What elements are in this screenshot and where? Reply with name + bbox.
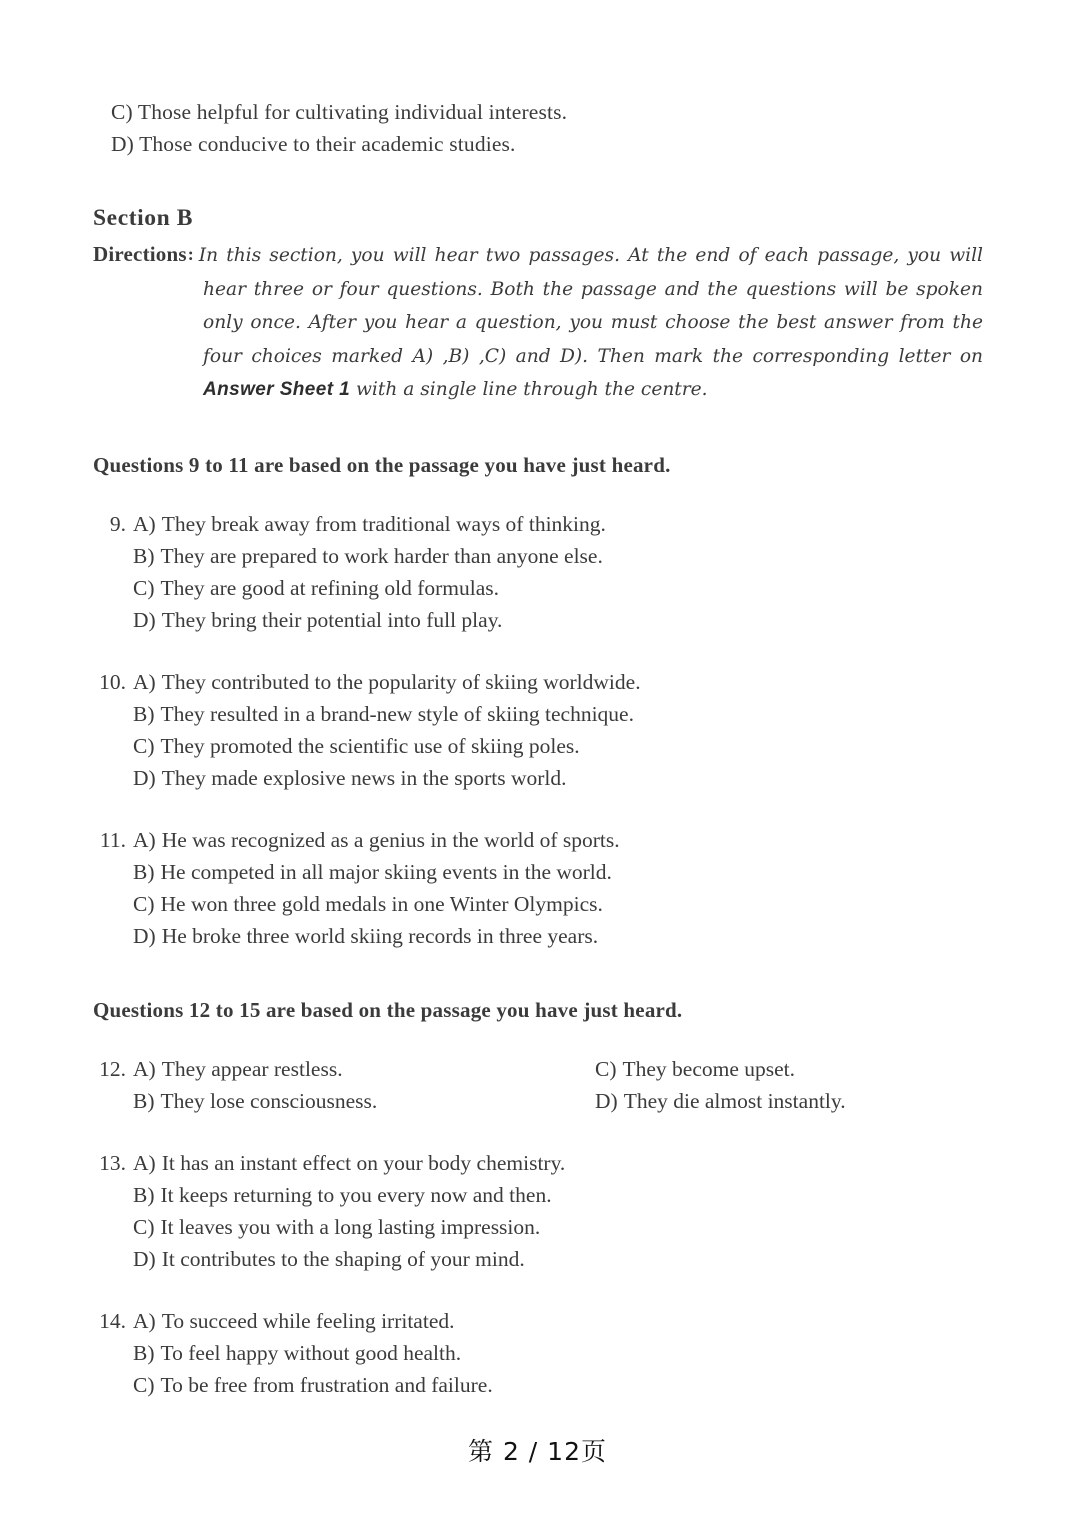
option-row[interactable] <box>93 856 983 888</box>
option-row[interactable] <box>93 1337 983 1369</box>
option-text: They made explosive news in the sports world. <box>161 765 567 790</box>
option-text: They appear restless. <box>161 1056 343 1081</box>
question-block <box>93 508 983 636</box>
option-letter: D) <box>133 765 156 790</box>
option-row[interactable] <box>93 824 983 856</box>
option-text: He competed in all major skiing events in the world. <box>160 859 612 884</box>
question-number-spacer <box>93 698 133 730</box>
question-number-spacer <box>93 1179 133 1211</box>
page-number-footer: 第 2 / 12页 <box>468 1437 607 1466</box>
option-letter: A) <box>133 827 156 852</box>
question-number-spacer <box>93 1337 133 1369</box>
option-letter: C) <box>133 733 155 758</box>
question-number-spacer <box>93 856 133 888</box>
option-text: They are prepared to work harder than anyone else. <box>160 543 603 568</box>
section-heading: Section B <box>93 205 194 231</box>
option-row[interactable] <box>93 920 983 952</box>
option-letter: A) <box>133 669 156 694</box>
option-letter: A) <box>133 1150 156 1175</box>
option-letter: B) <box>133 1088 155 1113</box>
option-row[interactable] <box>93 1147 983 1179</box>
option-row[interactable] <box>93 1053 983 1085</box>
option-letter: C) <box>133 1372 155 1397</box>
option-letter: B) <box>133 1340 155 1365</box>
question-group-heading: Questions 9 to 11 are based on the passage you have just heard. <box>93 452 671 477</box>
option-text: To succeed while feeling irritated. <box>161 1308 455 1333</box>
option-letter: B) <box>133 543 155 568</box>
page-content <box>93 96 983 1401</box>
question-number-spacer <box>93 1211 133 1243</box>
option-text: It contributes to the shaping of your mind. <box>161 1246 525 1271</box>
option-letter: B) <box>133 701 155 726</box>
question-number-spacer <box>93 762 133 794</box>
directions-colon: : <box>187 244 194 264</box>
option-row[interactable] <box>93 1179 983 1211</box>
option-letter: C) <box>133 891 155 916</box>
question-number-spacer <box>93 1243 133 1275</box>
option-text: He was recognized as a genius in the world of sports. <box>161 827 620 852</box>
list-item: C) Those helpful for cultivating individual interests. <box>111 100 568 124</box>
option-text: It keeps returning to you every now and then. <box>160 1182 552 1207</box>
question-number-spacer <box>93 920 133 952</box>
question-block <box>93 666 983 794</box>
option-text: It has an instant effect on your body chemistry. <box>161 1150 566 1175</box>
question-number-spacer <box>93 572 133 604</box>
question-number: 12. <box>99 1056 126 1081</box>
answer-sheet-emphasis: Answer Sheet 1 <box>203 379 351 400</box>
option-letter: C) <box>133 1214 155 1239</box>
option-letter: A) <box>133 1308 156 1333</box>
option-letter: C) <box>133 575 155 600</box>
question-number: 14. <box>99 1308 126 1333</box>
option-row[interactable] <box>93 666 983 698</box>
question-number: 13. <box>99 1150 126 1175</box>
directions-text-part2: with a single line through the centre. <box>350 379 708 400</box>
option-text: They resulted in a brand-new style of skiing technique. <box>160 701 634 726</box>
option-text: It leaves you with a long lasting impression. <box>160 1214 541 1239</box>
option-letter: D) <box>133 1246 156 1271</box>
option-row[interactable] <box>93 762 983 794</box>
option-text: To be free from frustration and failure. <box>160 1372 493 1397</box>
option-text: They promoted the scientific use of skiing poles. <box>160 733 580 758</box>
question-number: 11. <box>99 827 126 852</box>
option-text: They contributed to the popularity of skiing worldwide. <box>161 669 641 694</box>
question-block <box>93 1053 983 1117</box>
question-block <box>93 1147 983 1275</box>
option-row[interactable] <box>93 540 983 572</box>
directions-text-part1: In this section, you will hear two passages. At the end of each passage, you will hear three or four questions. Both the passage and the questions will be spoken only once. After you hear a question, you must choose the best answer from the four choices marked A) ,B) ,C) and D). Then mark the corresponding letter on <box>198 245 983 367</box>
option-letter: A) <box>133 1056 156 1081</box>
option-text: They lose consciousness. <box>160 1088 378 1113</box>
option-text: They break away from traditional ways of thinking. <box>161 511 606 536</box>
directions-paragraph <box>93 238 983 407</box>
option-text: He won three gold medals in one Winter Olympics. <box>160 891 603 916</box>
option-text: They are good at refining old formulas. <box>160 575 500 600</box>
option-letter: C) <box>595 1056 617 1081</box>
option-letter: A) <box>133 511 156 536</box>
option-letter: D) <box>133 923 156 948</box>
question-number-spacer <box>93 540 133 572</box>
question-group-heading: Questions 12 to 15 are based on the passage you have just heard. <box>93 997 683 1022</box>
option-text: To feel happy without good health. <box>160 1340 462 1365</box>
option-row[interactable] <box>93 730 983 762</box>
directions-label: Directions <box>93 242 187 266</box>
question-number-spacer <box>93 888 133 920</box>
option-row[interactable] <box>93 698 983 730</box>
option-row[interactable] <box>93 1305 983 1337</box>
option-text: They die almost instantly. <box>623 1088 846 1113</box>
option-column-left[interactable] <box>93 1053 595 1085</box>
question-number-spacer <box>93 1369 133 1401</box>
option-row[interactable] <box>93 604 983 636</box>
question-number-spacer <box>93 604 133 636</box>
option-letter: D) <box>133 607 156 632</box>
carry-over-options <box>93 96 983 160</box>
option-row[interactable] <box>93 1369 983 1401</box>
option-row[interactable] <box>93 508 983 540</box>
option-column-right[interactable] <box>595 1053 795 1085</box>
question-block <box>93 1305 983 1401</box>
option-column-left[interactable] <box>93 1085 595 1117</box>
question-number: 10. <box>99 669 126 694</box>
option-row[interactable] <box>93 888 983 920</box>
option-text: They bring their potential into full play. <box>161 607 503 632</box>
option-column-right[interactable] <box>595 1085 846 1117</box>
option-text: He broke three world skiing records in three years. <box>161 923 599 948</box>
option-letter: B) <box>133 1182 155 1207</box>
option-row[interactable] <box>93 1211 983 1243</box>
list-item: D) Those conducive to their academic studies. <box>111 132 516 156</box>
question-number-spacer <box>93 1085 133 1117</box>
option-row[interactable] <box>93 1243 983 1275</box>
question-block <box>93 824 983 952</box>
option-row[interactable] <box>93 572 983 604</box>
option-letter: B) <box>133 859 155 884</box>
option-text: They become upset. <box>622 1056 796 1081</box>
question-number-spacer <box>93 730 133 762</box>
question-number: 9. <box>109 511 126 536</box>
option-letter: D) <box>595 1088 618 1113</box>
option-row[interactable] <box>93 1085 983 1117</box>
